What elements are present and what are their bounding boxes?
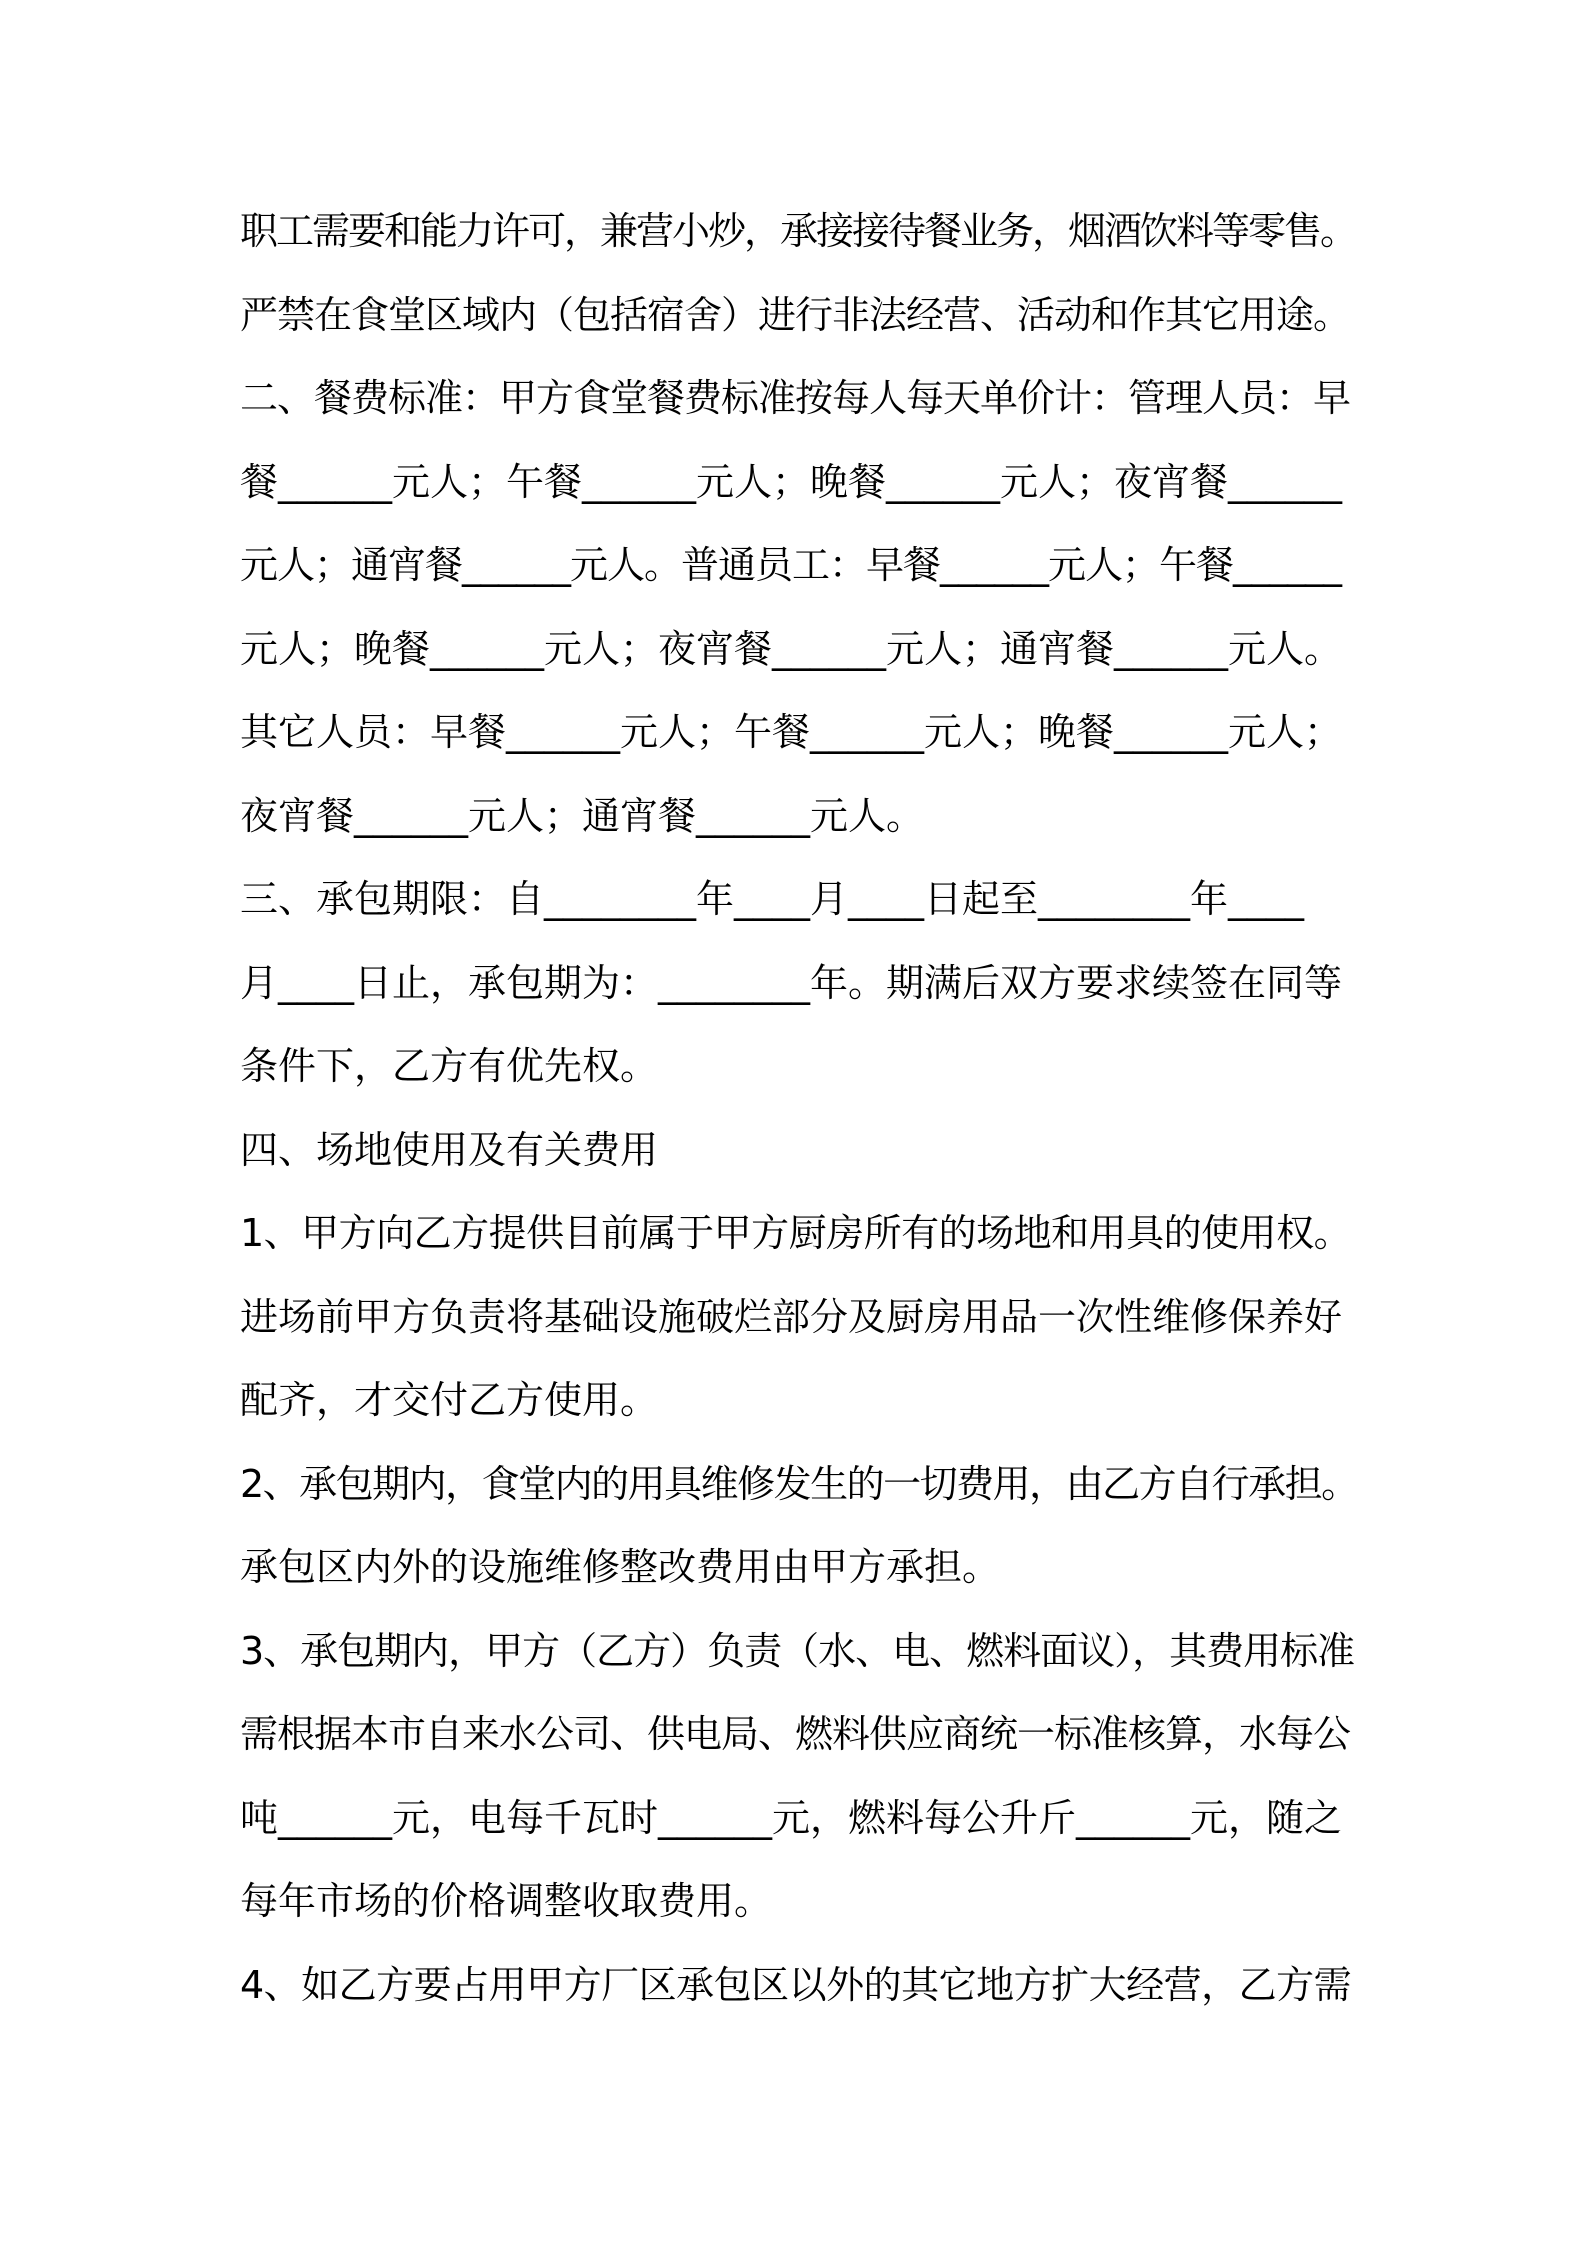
text-line: 3、承包期内，甲方（乙方）负责（水、电、燃料面议），其费用标准	[240, 1629, 1355, 1673]
text-line: 进场前甲方负责将基础设施破烂部分及厨房用品一次性维修保养好	[240, 1295, 1343, 1339]
text-line: 承包区内外的设施维修整改费用由甲方承担。	[240, 1545, 1001, 1589]
text-line: 其它人员：早餐______元人；午餐______元人；晚餐______元人；	[240, 710, 1343, 754]
text-line: 月____日止，承包期为：________年。期满后双方要求续签在同等	[240, 961, 1343, 1005]
text-line: 夜宵餐______元人；通宵餐______元人。	[240, 794, 925, 838]
text-line: 条件下，乙方有优先权。	[240, 1044, 659, 1088]
text-line: 严禁在食堂区域内（包括宿舍）进行非法经营、活动和作其它用途。	[240, 293, 1351, 337]
text-line: 吨______元，电每千瓦时______元，燃料每公升斤______元，随之	[240, 1796, 1343, 1840]
text-line: 餐______元人；午餐______元人；晚餐______元人；夜宵餐______	[240, 460, 1343, 504]
text-line: 4、如乙方要占用甲方厂区承包区以外的其它地方扩大经营，乙方需	[240, 1963, 1352, 2007]
text-line: 2、承包期内，食堂内的用具维修发生的一切费用，由乙方自行承担。	[240, 1462, 1358, 1506]
text-line: 二、餐费标准：甲方食堂餐费标准按每人每天单价计：管理人员：早	[240, 376, 1351, 420]
text-line: 三、承包期限：自________年____月____日起至________年____	[240, 877, 1305, 921]
text-line: 需根据本市自来水公司、供电局、燃料供应商统一标准核算，水每公	[240, 1712, 1351, 1756]
text-line: 元人；晚餐______元人；夜宵餐______元人；通宵餐______元人。	[240, 627, 1343, 671]
text-line: 1、甲方向乙方提供目前属于甲方厨房所有的场地和用具的使用权。	[240, 1211, 1352, 1255]
section-heading: 四、场地使用及有关费用	[240, 1128, 659, 1172]
text-line: 配齐，才交付乙方使用。	[240, 1378, 659, 1422]
text-line: 元人；通宵餐______元人。普通员工：早餐______元人；午餐______	[240, 543, 1342, 587]
text-line: 每年市场的价格调整收取费用。	[240, 1879, 773, 1923]
text-line: 职工需要和能力许可，兼营小炒，承接接待餐业务，烟酒饮料等零售。	[240, 209, 1357, 253]
